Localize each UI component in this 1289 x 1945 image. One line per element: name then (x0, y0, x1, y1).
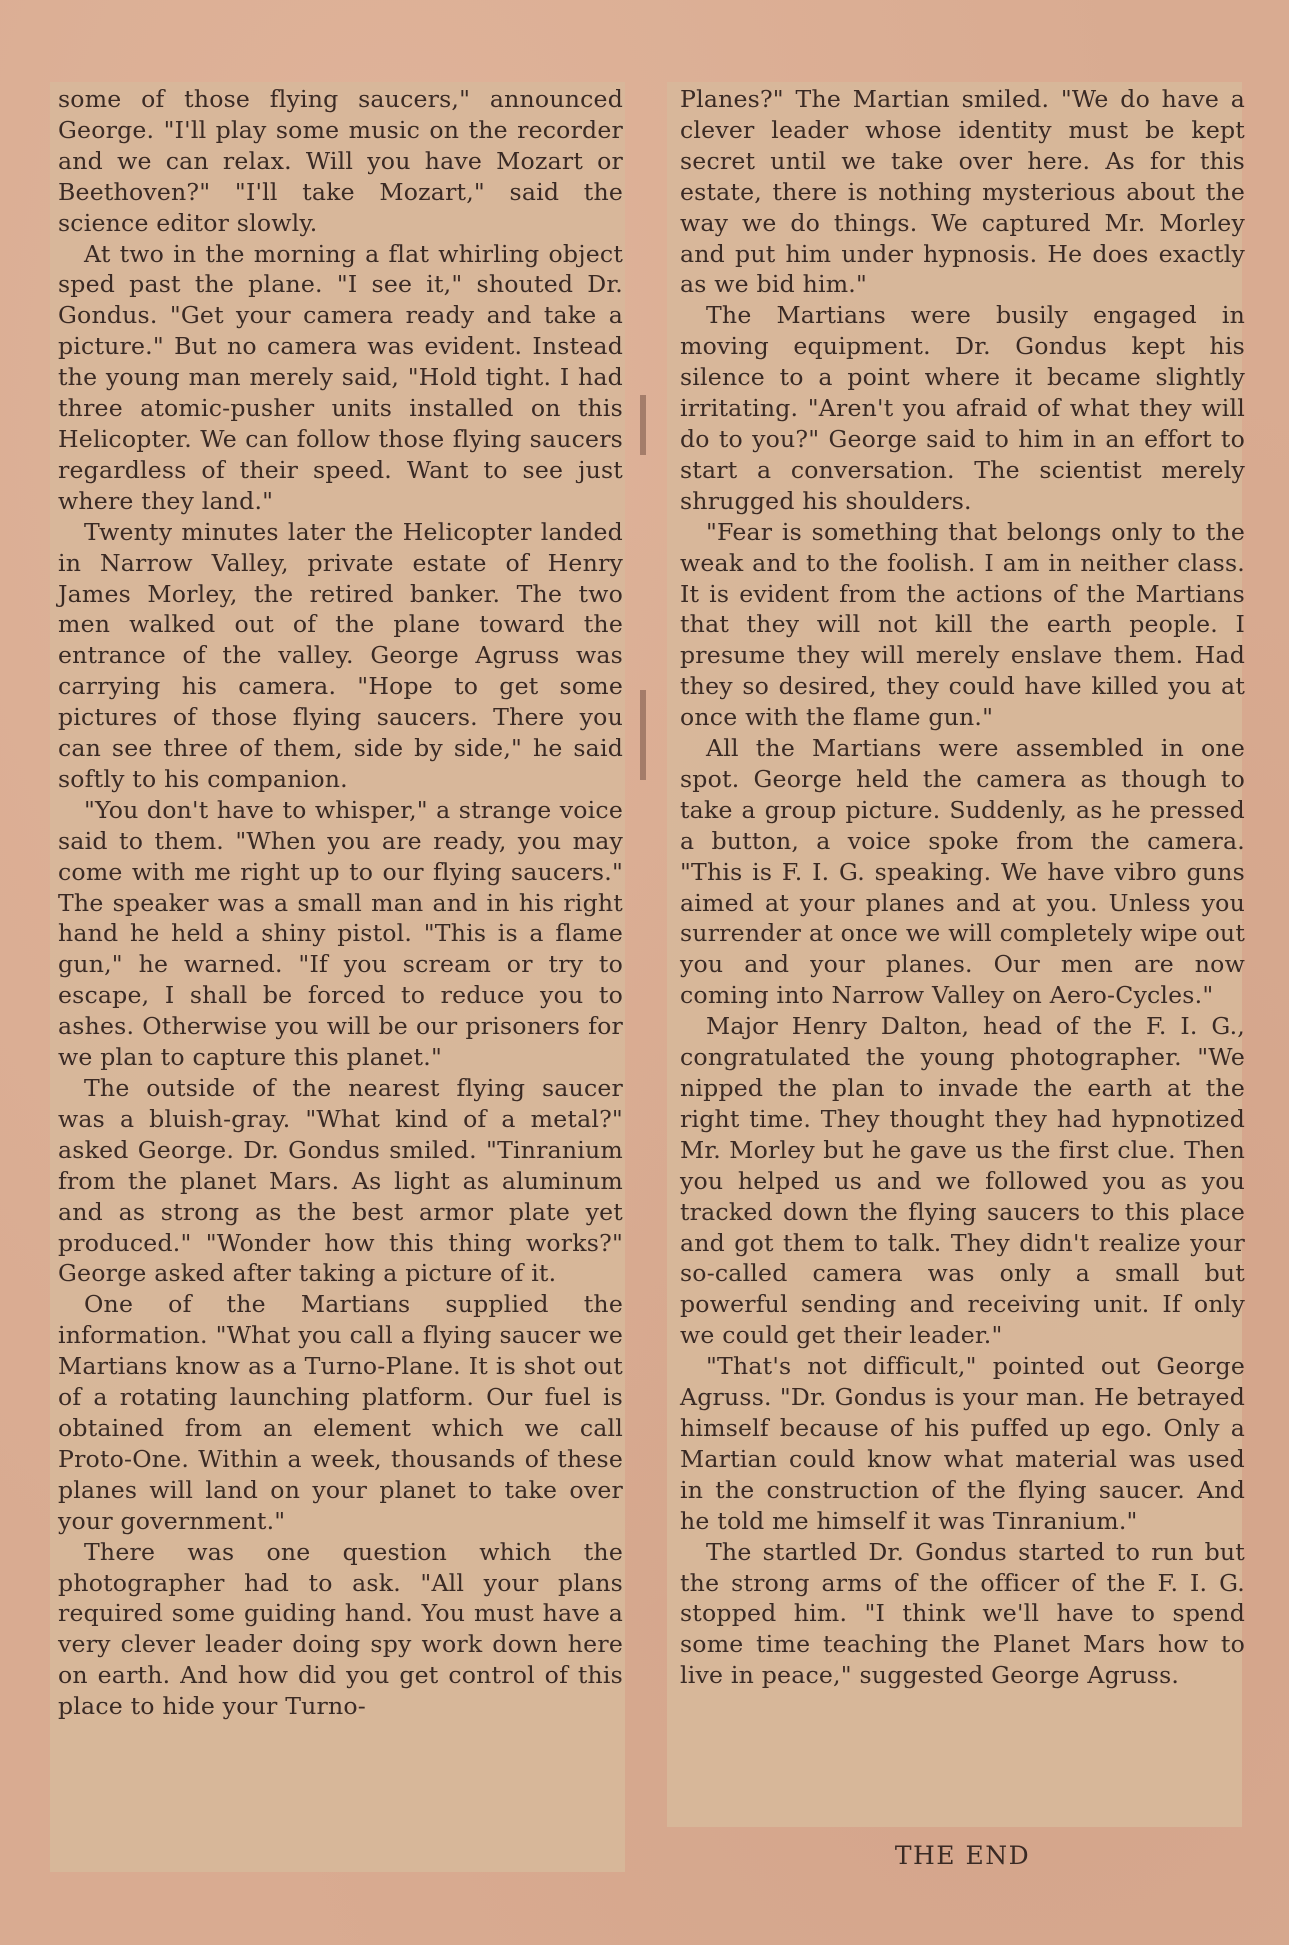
paragraph: Planes?" The Martian smiled. "We do have a clever leader whose identity must be kept secret until we take over here. As for this estate, there is nothing mysterious about the way we do things. We captured Mr. Morley and put him under hypnosis. He does exactly as we bid him." (680, 85, 1245, 299)
right-column (680, 84, 1245, 1691)
paragraph: One of the Martians supplied the information. "What you call a flying saucer we Martians know as a Turno-Plane. It is shot out of a rotating launching platform. Our fuel is obtained from an element which we call Proto-One. Within a week, thousands of these planes will land on your planet to take over your government." (58, 1290, 623, 1535)
left-column (58, 84, 623, 1722)
paragraph: Twenty minutes later the Helicopter landed in Narrow Valley, private estate of Henry James Morley, the retired banker. The two men walked out of the plane toward the entrance of the valley. George Agruss was carrying his camera. "Hope to get some pictures of those flying saucers. There you can see three of them, side by side," he said softly to his companion. (58, 517, 623, 793)
paragraph: some of those flying saucers," announced George. "I'll play some music on the recorder and we can relax. Will you have Mozart or Beethoven?" "I'll take Mozart," said the science editor slowly. (58, 85, 623, 237)
paragraph: The startled Dr. Gondus started to run but the strong arms of the officer of the F. I. G. stopped him. "I think we'll have to spend some time teaching the Planet Mars how to live in peace," suggested George Agruss. (680, 1537, 1245, 1690)
paragraph: There was one question which the photographer had to ask. "All your plans required some guiding hand. You must have a very clever leader doing spy work down here on earth. And how did you get control of this place to hide your Turno- (58, 1537, 623, 1721)
paragraph: Major Henry Dalton, head of the F. I. G., congratulated the young photographer. "We nipped the plan to invade the earth at the right time. They thought they had hypnotized Mr. Morley but he gave us the first clue. Then you helped us and we followed you as you tracked down the flying saucers to this place and got them to talk. They didn't realize your so-called camera was only a small but powerful sending and receiving unit. If only we could get their leader." (680, 1012, 1245, 1350)
paragraph: The outside of the nearest flying saucer was a bluish-gray. "What kind of a metal?" asked George. Dr. Gondus smiled. "Tinranium from the planet Mars. As light as aluminum and as strong as the best armor plate yet produced." "Wonder how this thing works?" George asked after taking a picture of it. (58, 1074, 623, 1288)
paragraph: "That's not difficult," pointed out George Agruss. "Dr. Gondus is your man. He betrayed himself because of his puffed up ego. Only a Martian could know what material was used in the construction of the flying saucer. And he told me himself it was Tinranium." (680, 1352, 1245, 1535)
paragraph: All the Martians were assembled in one spot. George held the camera as though to take a group picture. Suddenly, as he pressed a button, a voice spoke from the camera. "This is F. I. G. speaking. We have vibro guns aimed at your planes and at you. Unless you surrender at once we will completely wipe out you and your planes. Our men are now coming into Narrow Valley on Aero-Cycles." (680, 734, 1245, 1010)
gutter-smudge (640, 395, 646, 455)
gutter-smudge (640, 690, 646, 780)
the-end-label: THE END (894, 1841, 1031, 1870)
paragraph: "You don't have to whisper," a strange voice said to them. "When you are ready, you may come with me right up to our flying saucers." The speaker was a small man and in his right hand he held a shiny pistol. "This is a flame gun," he warned. "If you scream or try to escape, I shall be forced to reduce you to ashes. Otherwise you will be our prisoners for we plan to capture this planet." (58, 795, 623, 1072)
paragraph: "Fear is something that belongs only to the weak and to the foolish. I am in neither class. It is evident from the actions of the Martians that they will not kill the earth people. I presume they will merely enslave them. Had they so desired, they could have killed you at once with the flame gun." (680, 517, 1245, 732)
paragraph: At two in the morning a flat whirling object sped past the plane. "I see it," shouted Dr. Gondus. "Get your camera ready and take a picture." But no camera was evident. Instead the young man merely said, "Hold tight. I had three atomic-pusher units installed on this Helicopter. We can follow those flying saucers regardless of their speed. Want to see just where they land." (58, 239, 623, 515)
paragraph: The Martians were busily engaged in moving equipment. Dr. Gondus kept his silence to a point where it became slightly irritating. "Aren't you afraid of what they will do to you?" George said to him in an effort to start a conversation. The scientist merely shrugged his shoulders. (680, 301, 1245, 515)
